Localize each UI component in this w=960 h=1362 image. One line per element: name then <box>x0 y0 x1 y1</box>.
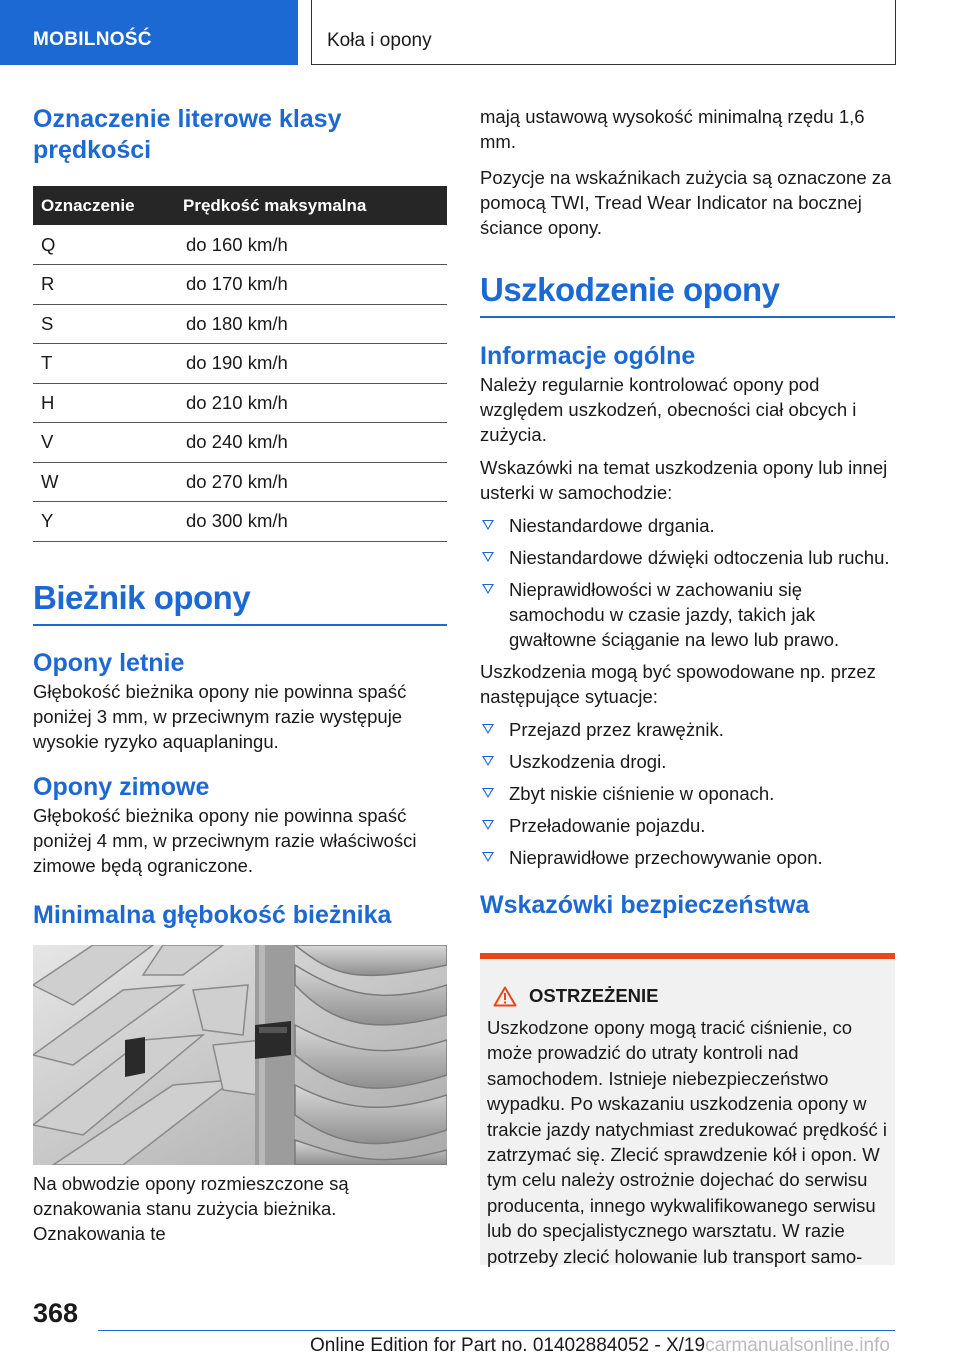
section-tab <box>0 0 298 65</box>
table-row <box>33 423 447 463</box>
list-item <box>480 845 895 870</box>
bullet-triangle-icon <box>482 520 494 530</box>
left-column <box>33 104 447 1246</box>
list-item <box>480 717 895 742</box>
min-tread-heading: Minimalna głębokość bieżnika <box>33 900 392 929</box>
tire-tread-image <box>33 945 447 1165</box>
table-cell: R <box>33 265 178 305</box>
list-item <box>480 813 895 838</box>
warning-text: Uszkodzone opony mogą tracić ciśnienie, co może prowadzić do utraty kontroli nad samochodem. Istnieje niebezpieczeństwo wypadku. Po wskazaniu uszkodzenia opony w trakcie jazdy natychmiast zredukować prędkość i zatrzymać się. Zlecić sprawdzenie kół i opon. W tym celu należy ostrożnie dojechać do serwisu producenta, innego wykwalifikowanego serwisu lub do specjalistycznego warsztatu. W razie potrzeby zlecić holowanie lub transport samo- <box>487 1017 887 1267</box>
table-cell: do 160 km/h <box>178 225 447 265</box>
list-item <box>480 577 895 652</box>
footer-divider <box>98 1330 895 1331</box>
table-row <box>33 462 447 502</box>
list-item <box>480 513 895 538</box>
warning-title <box>493 985 887 1007</box>
table-row <box>33 265 447 305</box>
winter-tires-heading: Opony zimowe <box>33 772 210 801</box>
tread-heading: Bieżnik opony <box>33 578 447 626</box>
table-cell: Y <box>33 502 178 542</box>
warning-triangle-icon <box>493 986 517 1007</box>
bullet-triangle-icon <box>482 552 494 562</box>
summer-tires-text: Głębokość bieżnika opony nie powinna spaść poniżej 3 mm, w przeciwnym razie występuje wysokie ryzyko aquaplaningu. <box>33 680 407 752</box>
table-cell: do 190 km/h <box>178 344 447 384</box>
table-cell: do 180 km/h <box>178 304 447 344</box>
table-row <box>33 344 447 384</box>
bullet-triangle-icon <box>482 820 494 830</box>
table-cell: W <box>33 462 178 502</box>
list-item-text: Nieprawidłowe przechowywanie opon. <box>509 847 823 868</box>
hints-text: Wskazówki na temat uszkodzenia opony lub innej usterki w samochodzie: <box>480 457 888 503</box>
table-cell: do 240 km/h <box>178 423 447 463</box>
warning-title-text: OSTRZEŻENIE <box>529 985 659 1006</box>
list-item <box>480 545 895 570</box>
bullet-triangle-icon <box>482 852 494 862</box>
table-header-row <box>33 186 447 225</box>
table-row <box>33 502 447 542</box>
right-column <box>480 104 895 921</box>
list-item-text: Niestandardowe drgania. <box>509 515 715 536</box>
table-cell: S <box>33 304 178 344</box>
table-cell: T <box>33 344 178 384</box>
bullet-triangle-icon <box>482 788 494 798</box>
table-cell: Q <box>33 225 178 265</box>
list-item-text: Zbyt niskie ciśnienie w oponach. <box>509 783 775 804</box>
table-header-cell: Prędkość maksymalna <box>178 186 447 225</box>
general-info-heading: Informacje ogólne <box>480 342 696 370</box>
list-item-text: Przeładowanie pojazdu. <box>509 815 706 836</box>
table-header-cell: Oznaczenie <box>33 186 178 225</box>
min-tread-text: Na obwodzie opony rozmieszczone są oznakowania stanu zużycia bieżnika. Oznakowania te <box>33 1172 349 1244</box>
table-cell: do 210 km/h <box>178 383 447 423</box>
tire-damage-heading: Uszkodzenie opony <box>480 270 895 318</box>
chapter-box <box>311 0 896 65</box>
table-row <box>33 304 447 344</box>
page-number: 368 <box>33 1298 79 1328</box>
table-row <box>33 383 447 423</box>
twi-text: Pozycje na wskaźnikach zużycia są oznaczone za pomocą TWI, Tread Wear Indicator na bocznej ściance opony. <box>480 167 892 238</box>
table-cell: do 170 km/h <box>178 265 447 305</box>
edition-text: Online Edition for Part no. 01402884052 - X/19 <box>310 1335 706 1356</box>
winter-tires-text: Głębokość bieżnika opony nie powinna spaść poniżej 4 mm, w przeciwnym razie właściwości zimowe będą ograniczone. <box>33 804 417 876</box>
summer-tires-heading: Opony letnie <box>33 648 185 677</box>
table-cell: H <box>33 383 178 423</box>
bullet-triangle-icon <box>482 584 494 594</box>
table-row <box>33 225 447 265</box>
table-cell: V <box>33 423 178 463</box>
list-item-text: Niestandardowe dźwięki odtoczenia lub ruchu. <box>509 547 890 568</box>
warning-box <box>480 953 895 1265</box>
list-item <box>480 781 895 806</box>
table-cell: do 300 km/h <box>178 502 447 542</box>
continued-text: mają ustawową wysokość minimalną rzędu 1,6 mm. <box>480 106 865 152</box>
list-item-text: Przejazd przez krawężnik. <box>509 719 724 740</box>
causes-text: Uszkodzenia mogą być spowodowane np. przez następujące sytuacje: <box>480 661 876 707</box>
list-item <box>480 749 895 774</box>
list-item-text: Nieprawidłowości w zachowaniu się samochodu w czasie jazdy, takich jak gwałtowne ściąganie na lewo lub prawo. <box>509 579 840 650</box>
chapter-title: Koła i opony <box>327 30 432 51</box>
watermark: carmanualsonline.info <box>705 1335 890 1356</box>
general-info-text: Należy regularnie kontrolować opony pod względem uszkodzeń, obecności ciał obcych i zużycia. <box>480 374 857 445</box>
section-title: MOBILNOŚĆ <box>33 29 152 50</box>
speed-class-heading: Oznaczenie literowe klasy prędkości <box>33 105 342 164</box>
bullet-triangle-icon <box>482 724 494 734</box>
footer-edition <box>310 1335 890 1357</box>
table-cell: do 270 km/h <box>178 462 447 502</box>
bullet-triangle-icon <box>482 756 494 766</box>
speed-table <box>33 186 447 542</box>
causes-list <box>480 717 895 870</box>
symptoms-list <box>480 513 895 652</box>
safety-heading: Wskazówki bezpieczeństwa <box>480 891 810 919</box>
list-item-text: Uszkodzenia drogi. <box>509 751 667 772</box>
